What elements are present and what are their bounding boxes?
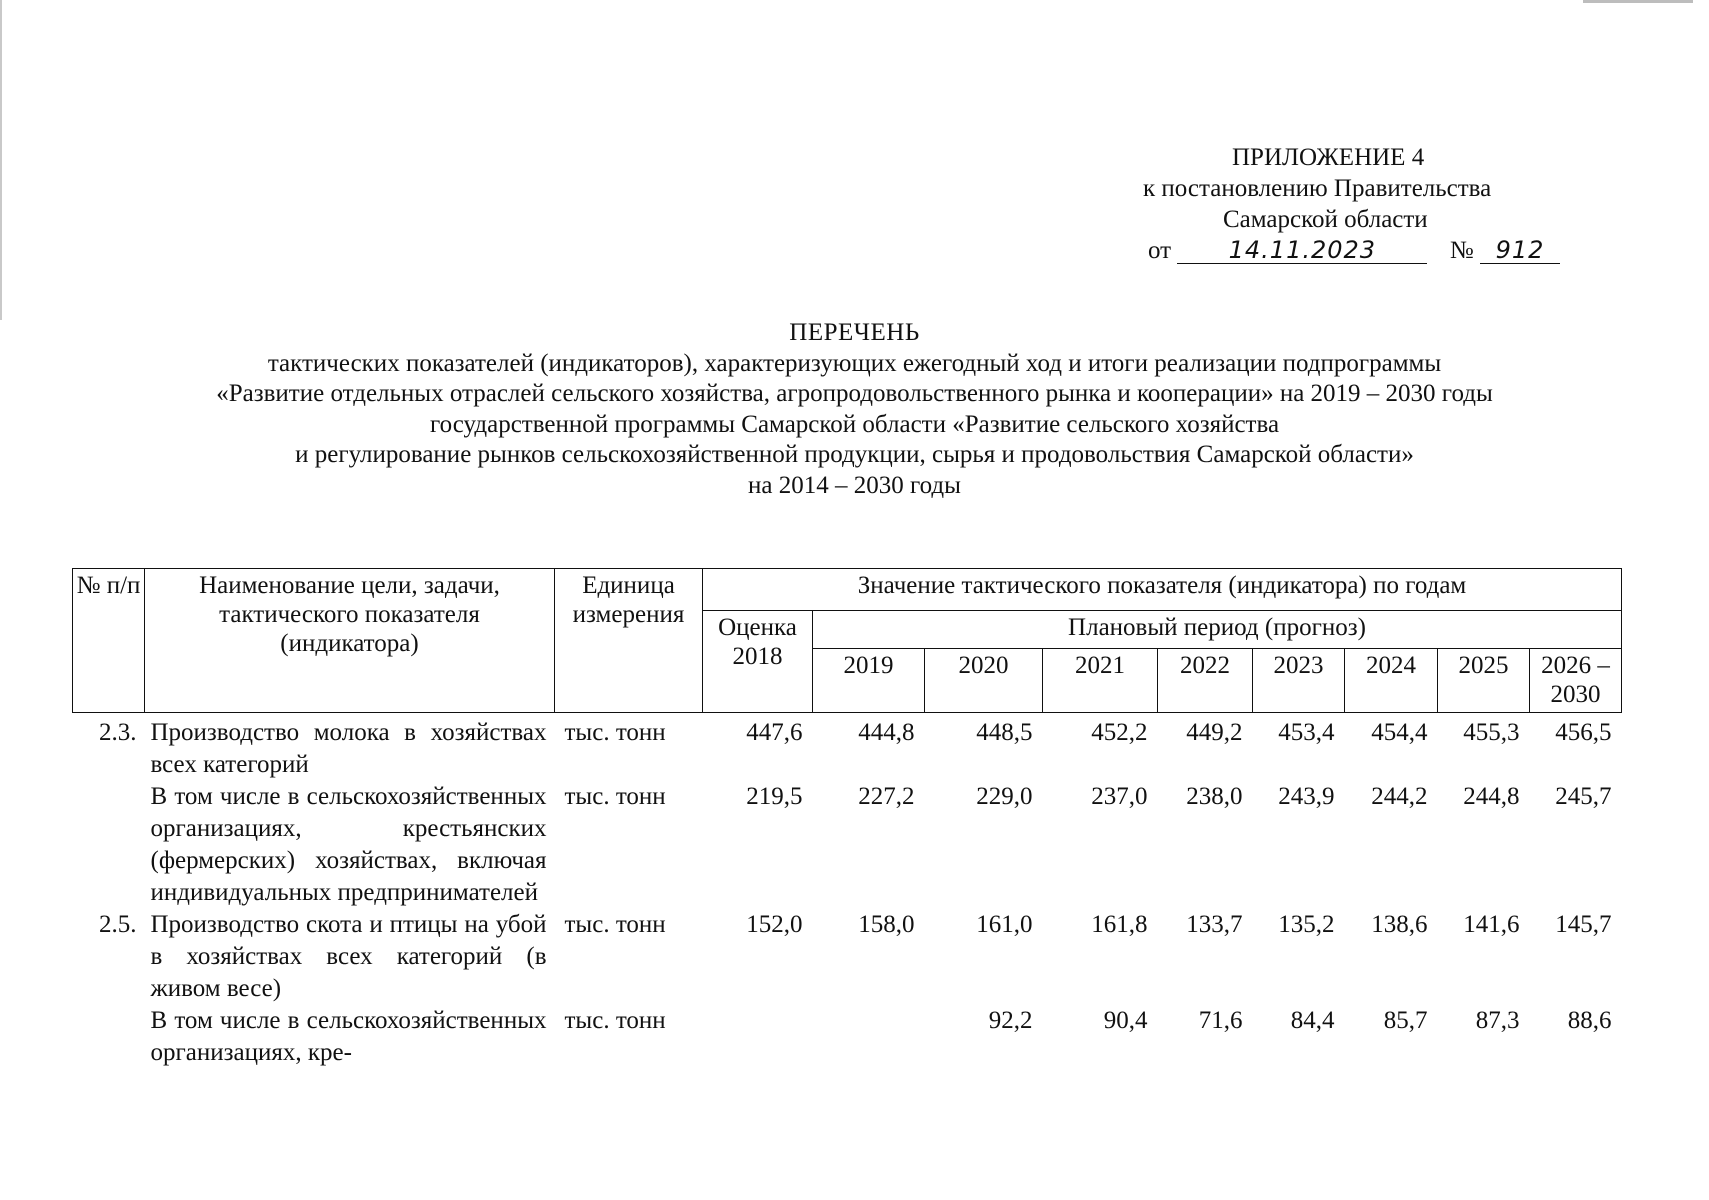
row-value: 88,6	[1567, 1007, 1612, 1034]
heading-line-1: тактических показателей (индикаторов), характеризующих ежегодный ход и итоги реализации подпрограммы	[267, 349, 1442, 377]
row-value	[703, 1005, 813, 1069]
header-year: 2022	[1158, 649, 1253, 713]
row-value: 138,6	[1371, 911, 1428, 938]
header-values-group: Значение тактического показателя (индикатора) по годам	[703, 569, 1622, 611]
appendix-region: Самарской области	[1223, 206, 1428, 233]
row-value: 229,0	[976, 783, 1033, 810]
header-year: 2020	[925, 649, 1043, 713]
appendix-title: ПРИЛОЖЕНИЕ 4	[1232, 144, 1425, 171]
row-num: 2.5.	[99, 911, 137, 938]
row-value: 92,2	[988, 1007, 1033, 1034]
scan-edge-line	[0, 0, 2, 320]
heading-line-5: на 2014 – 2030 годы	[748, 471, 961, 499]
row-value: 448,5	[976, 719, 1033, 746]
row-value: 85,7	[1383, 1007, 1428, 1034]
date-value: 14.11.2023	[1177, 237, 1427, 264]
row-num	[73, 781, 145, 909]
row-name: Производство скота и птицы на убой в хозяйствах всех категорий (в живом весе)	[150, 911, 547, 1002]
row-value: 219,5	[746, 783, 803, 810]
appendix-resolution: к постановлению Правительства	[1143, 175, 1492, 202]
document-title: ПЕРЕЧЕНЬ	[789, 319, 920, 346]
row-value: 161,8	[1091, 911, 1148, 938]
row-value: 237,0	[1091, 783, 1148, 810]
row-value: 238,0	[1186, 783, 1243, 810]
heading-line-4: и регулирование рынков сельскохозяйственной продукции, сырья и продовольствия Самарской области»	[295, 441, 1414, 468]
row-value	[813, 1005, 925, 1069]
row-value: 245,7	[1555, 783, 1612, 810]
row-value: 152,0	[746, 911, 803, 938]
row-value: 456,5	[1555, 719, 1612, 746]
row-value: 141,6	[1463, 911, 1520, 938]
row-value: 227,2	[858, 783, 915, 810]
header-year: 2023	[1253, 649, 1345, 713]
header-unit: Единица измерения	[555, 569, 703, 713]
row-value: 244,8	[1463, 783, 1520, 810]
row-unit: тыс. тонн	[564, 911, 666, 938]
table-row	[73, 781, 1622, 909]
date-prefix: от	[1148, 237, 1172, 264]
row-name: В том числе в сельскохозяйственных организациях, кре-	[150, 1007, 547, 1066]
row-value: 243,9	[1278, 783, 1335, 810]
row-num	[73, 1005, 145, 1069]
row-name: В том числе в сельскохозяйственных организациях, крестьянских (фермерских) хозяйствах, включая индивидуальных предпринимателей	[150, 783, 547, 906]
scan-top-mark	[1583, 0, 1693, 3]
table-row	[73, 1005, 1622, 1069]
row-value: 135,2	[1278, 911, 1335, 938]
number-value: 912	[1480, 237, 1560, 264]
table-row	[73, 909, 1622, 1005]
row-value: 444,8	[858, 719, 915, 746]
row-value: 145,7	[1555, 911, 1612, 938]
row-value: 161,0	[976, 911, 1033, 938]
row-value: 90,4	[1103, 1007, 1148, 1034]
row-unit: тыс. тонн	[564, 783, 666, 810]
row-value: 158,0	[858, 911, 915, 938]
header-year: 2019	[813, 649, 925, 713]
row-value: 453,4	[1278, 719, 1335, 746]
header-name: Наименование цели, задачи, тактического показателя (индикатора)	[145, 569, 555, 713]
row-value: 449,2	[1186, 719, 1243, 746]
row-value: 133,7	[1186, 911, 1243, 938]
heading-line-3: государственной программы Самарской области «Развитие сельского хозяйства	[429, 410, 1280, 438]
row-value: 447,6	[746, 719, 803, 746]
header-num: № п/п	[73, 569, 145, 713]
document-heading	[0, 318, 1709, 501]
header-year: 2024	[1345, 649, 1438, 713]
row-value: 71,6	[1198, 1007, 1243, 1034]
row-unit: тыс. тонн	[564, 1007, 666, 1034]
row-value: 452,2	[1091, 719, 1148, 746]
indicators-table	[72, 568, 1622, 1069]
row-value: 84,4	[1290, 1007, 1335, 1034]
appendix-date-number	[1148, 235, 1560, 266]
row-value: 454,4	[1371, 719, 1428, 746]
number-prefix: №	[1449, 237, 1474, 264]
header-estimate-2018: Оценка 2018	[703, 611, 813, 713]
row-value: 455,3	[1463, 719, 1520, 746]
row-unit: тыс. тонн	[564, 719, 666, 746]
row-name: Производство молока в хозяйствах всех категорий	[150, 719, 547, 778]
heading-line-2: «Развитие отдельных отраслей сельского хозяйства, агропродовольственного рынка и кооперации» на 2019 – 2030 годы	[216, 380, 1493, 407]
header-plan-group: Плановый период (прогноз)	[813, 611, 1622, 649]
header-year: 2021	[1043, 649, 1158, 713]
header-year: 2025	[1438, 649, 1530, 713]
table-row	[73, 713, 1622, 782]
row-value: 87,3	[1475, 1007, 1520, 1034]
row-num: 2.3.	[99, 719, 137, 746]
header-year: 2026 – 2030	[1530, 649, 1622, 713]
row-value: 244,2	[1371, 783, 1428, 810]
